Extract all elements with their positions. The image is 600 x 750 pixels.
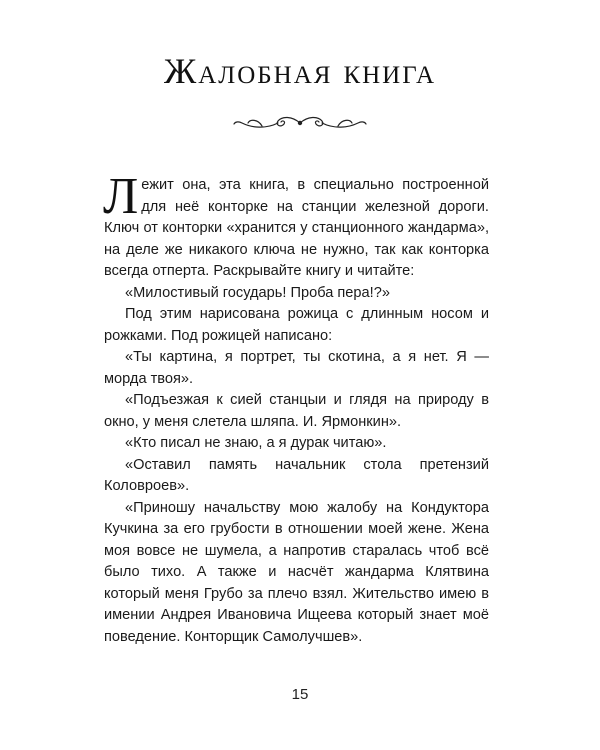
page-title: Жалобная книга	[163, 51, 437, 91]
paragraph-5: «Подъезжая к сией станцыи и глядя на природу в окно, у меня слетела шляпа. И. Ярмонкин».	[104, 392, 489, 430]
paragraph-3: Под этим нарисована рожица с длинным носом и рожками. Под рожицей написано:	[104, 306, 489, 344]
paragraph-4: «Ты картина, я портрет, ты скотина, а я нет. Я — морда твоя».	[104, 349, 489, 387]
page-number: 15	[291, 686, 309, 703]
paragraph-1	[103, 168, 489, 283]
scroll-ornament-icon	[232, 112, 368, 134]
paragraph-1-text: ежит она, эта книга, в специально построенной для неё конторке на станции железной дороги. Ключ от конторки «хранится у станционного жандарма», на деле же никакого ключа не нужно, так как конторка всегда отперта. Раскрывайте книгу и читайте:	[104, 177, 489, 279]
paragraph-7: «Оставил память начальник стола претензий Коловроев».	[104, 456, 489, 494]
paragraph-8: «Приношу начальству мою жалобу на Кондуктора Кучкина за его грубости в отношении моей жене. Жена моя вовсе не шумела, а напротив старалась чтоб всё было тихо. А также и насчёт жандарма Клятвина который меня Грубо за плечо взял. Жительство имею в имении Андрея Ивановича Ищеева который знает моё поведение. Конторщик Самолучшев».	[104, 499, 489, 645]
body-text	[103, 168, 489, 648]
paragraph-6: «Кто писал не знаю, а я дурак читаю».	[125, 435, 387, 451]
drop-cap: Л	[103, 168, 139, 225]
paragraph-2: «Милостивый государь! Проба пера!?»	[125, 284, 390, 301]
